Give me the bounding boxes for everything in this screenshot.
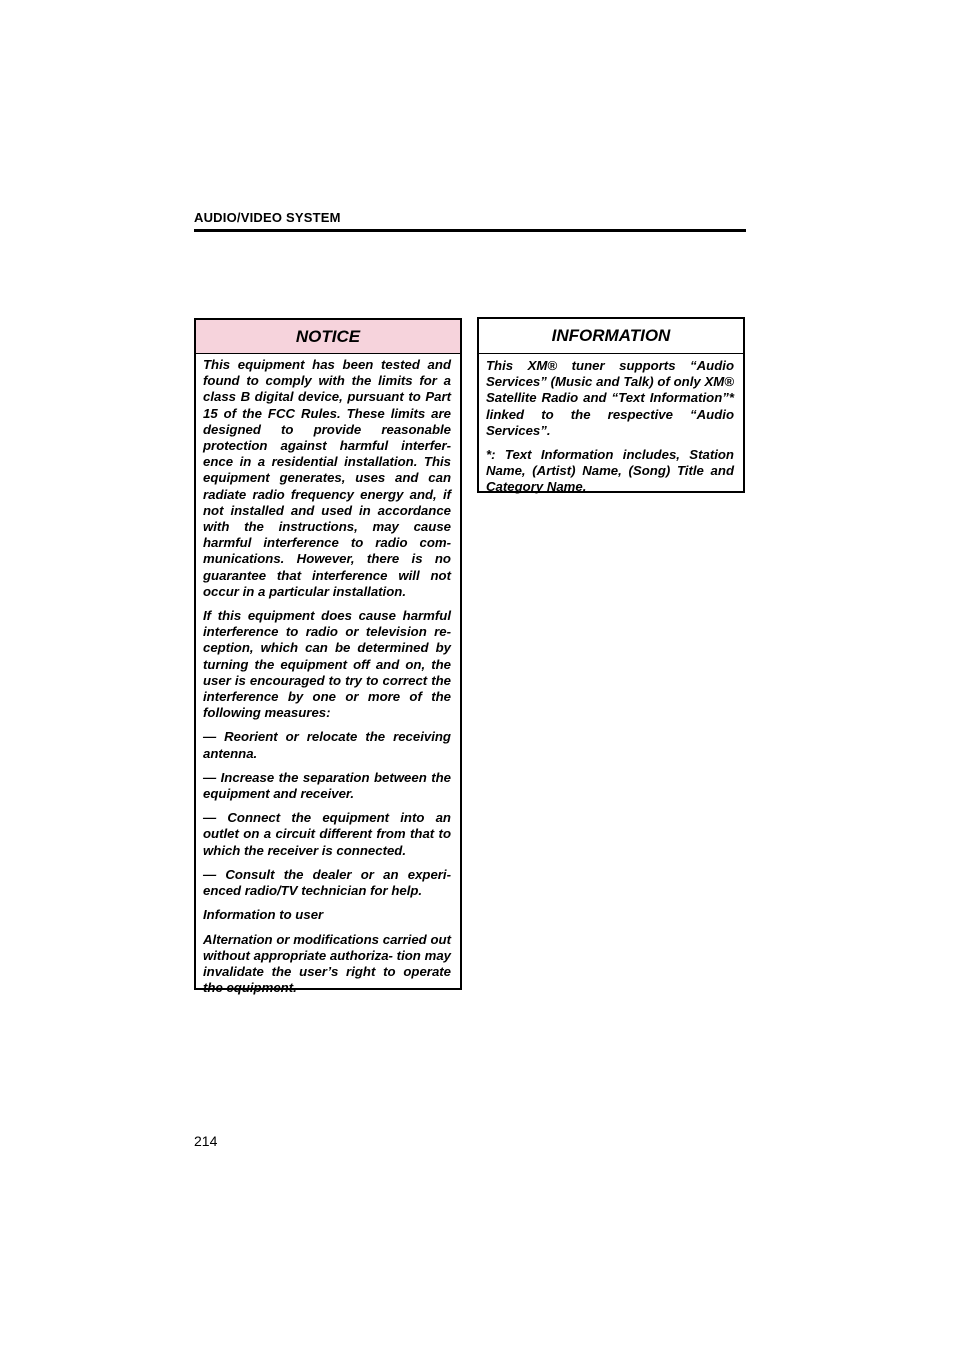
information-title: INFORMATION <box>479 319 743 354</box>
notice-paragraph: If this equipment does cause harmful interference to radio or television re- ception, which can be determined by turning the equipment off and on, the user is encouraged to try to correct the interference by one or more of the following measures: <box>203 608 451 721</box>
notice-paragraph: Information to user <box>203 907 324 923</box>
information-paragraph: *: Text Information includes, Station Name, (Artist) Name, (Song) Title and Category Name. <box>486 447 734 495</box>
information-box <box>477 317 745 493</box>
notice-body <box>196 354 460 996</box>
notice-title: NOTICE <box>196 320 460 354</box>
notice-paragraph: — Consult the dealer or an experi- enced radio/TV technician for help. <box>203 866 451 899</box>
section-title: AUDIO/VIDEO SYSTEM <box>194 210 341 225</box>
page-number: 214 <box>194 1133 218 1149</box>
notice-paragraph: This equipment has been tested and found to comply with the limits for a class B digital device, pursuant to Part 15 of the FCC Rules. These limits are designed to provide reasonable protection against harmful interfer- ence in a residential installation. This equipment generates, uses and can radiate radio frequency energy and, if not installed and used in accordance with the instructions, may cause harmful interference to radio com- munications. However, there is no guarantee that interference will not occur in a particular installation. <box>203 357 451 599</box>
header-divider <box>194 229 746 232</box>
information-body <box>479 354 743 496</box>
notice-box <box>194 318 462 996</box>
notice-paragraph: — Reorient or relocate the receiving antenna. <box>203 729 451 761</box>
information-paragraph: This XM® tuner supports “Audio Services” (Music and Talk) of only XM® Satellite Radio and “Text Information”* linked to the respective “Audio Services”. <box>486 358 734 438</box>
notice-paragraph: — Increase the separation between the equipment and receiver. <box>203 769 451 802</box>
notice-paragraph: Alternation or modifications carried out without appropriate authoriza- tion may invalidate the user’s right to operate the equipment. <box>203 931 451 996</box>
notice-paragraph: — Connect the equipment into an outlet on a circuit different from that to which the receiver is connected. <box>203 810 451 858</box>
